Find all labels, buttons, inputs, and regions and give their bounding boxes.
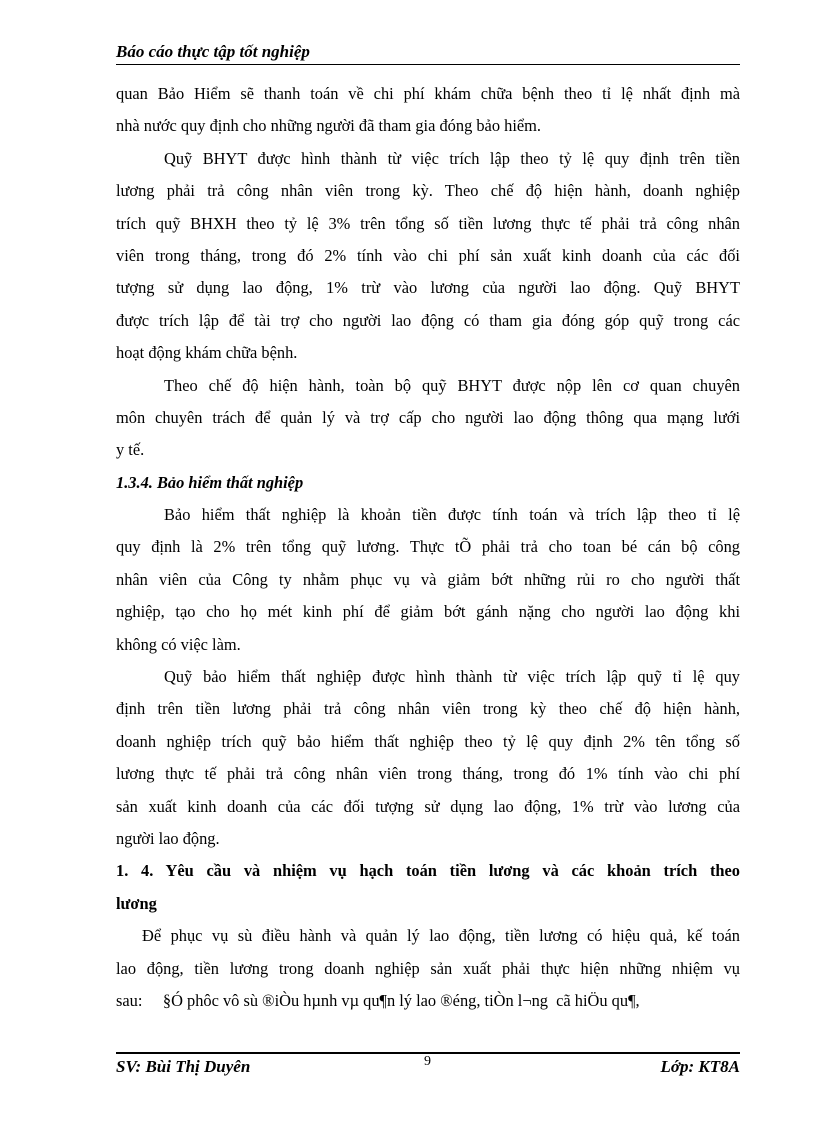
text-line: được trích lập để tài trợ cho người lao động có tham gia đóng góp quỹ trong các (116, 310, 740, 330)
section-heading: 1.3.4. Bảo hiểm thất nghiệp (116, 472, 304, 492)
text-line: lao động, tiền lương trong doanh nghiệp sản xuất phải thực hiện những nhiệm vụ (116, 958, 740, 978)
text-line: nghiệp, tạo cho họ mét kinh phí để giảm bớt gánh nặng cho người lao động khi (116, 602, 740, 622)
text-line: Để phục vụ sù điều hành và quản lý lao động, tiền lương có hiệu quả, kế toán (142, 926, 740, 946)
text-line: viên trong tháng, trong đó 2% tính vào chi phí sản xuất kinh doanh của các đối (116, 245, 740, 265)
text-line: Bảo hiểm thất nghiệp là khoản tiền được tính toán và trích lập theo tỉ lệ (164, 505, 740, 525)
text-line: hoạt động khám chữa bệnh. (116, 343, 298, 363)
text-line: tượng sử dụng lao động, 1% trừ vào lương của người lao động. Quỹ BHYT (116, 278, 740, 298)
footer-student-name: SV: Bùi Thị Duyên (116, 1057, 251, 1076)
text-line: sau: §Ó phôc vô sù ®iÒu hµnh vµ qu¶n lý lao ®éng, tiÒn l¬ng cã hiÖu qu¶, (116, 990, 640, 1010)
text-line: Quỹ bảo hiểm thất nghiệp được hình thành từ việc trích lập quỹ tỉ lệ quy (164, 667, 740, 687)
text-line: nhân viên của Công ty nhằm phục vụ và giảm bớt những rủi ro cho người thất (116, 569, 740, 589)
text-line: nhà nước quy định cho những người đã tham gia đóng bảo hiểm. (116, 116, 541, 136)
page-header (116, 40, 740, 65)
page-number: 9 (424, 1054, 431, 1069)
chapter-heading: 1. 4. Yêu cầu và nhiệm vụ hạch toán tiền lương và các khoản trích theo (116, 861, 740, 881)
footer-class: Lớp: KT8A (660, 1057, 740, 1076)
text-line: môn chuyên trách để quản lý và trợ cấp cho người lao động thông qua mạng lưới (116, 407, 740, 427)
text-line: Theo chế độ hiện hành, toàn bộ quỹ BHYT được nộp lên cơ quan chuyên (164, 375, 740, 395)
text-line: không có việc làm. (116, 634, 241, 654)
text-line: định trên tiền lương phải trả công nhân viên trong kỳ theo chế độ hiện hành, (116, 699, 740, 719)
text-line: sản xuất kinh doanh của các đối tượng sử dụng lao động, 1% trừ vào lương của (116, 796, 740, 816)
text-line: lương thực tế phải trả công nhân viên trong tháng, trong đó 1% tính vào chi phí (116, 764, 740, 784)
header-title: Báo cáo thực tập tốt nghiệp (116, 42, 310, 61)
text-line: Quỹ BHYT được hình thành từ việc trích lập theo tỷ lệ quy định trên tiền (164, 148, 740, 168)
text-line: người lao động. (116, 828, 220, 848)
text-line: trích quỹ BHXH theo tỷ lệ 3% trên tổng số tiền lương thực tế phải trả công nhân (116, 213, 740, 233)
text-line: y tế. (116, 440, 145, 460)
text-line: lương phải trả công nhân viên trong kỳ. Theo chế độ hiện hành, doanh nghiệp (116, 181, 740, 201)
text-line: doanh nghiệp trích quỹ bảo hiểm thất nghiệp theo tỷ lệ quy định 2% tên tổng số (116, 731, 740, 751)
chapter-heading-cont: lương (116, 893, 157, 913)
text-line: quy định là 2% trên tổng quỹ lương. Thực tÕ phải trả cho toan bé cán bộ công (116, 537, 740, 557)
document-body (116, 78, 740, 1017)
text-line: quan Bảo Hiểm sẽ thanh toán về chi phí khám chữa bệnh theo tỉ lệ nhất định mà (116, 84, 740, 103)
